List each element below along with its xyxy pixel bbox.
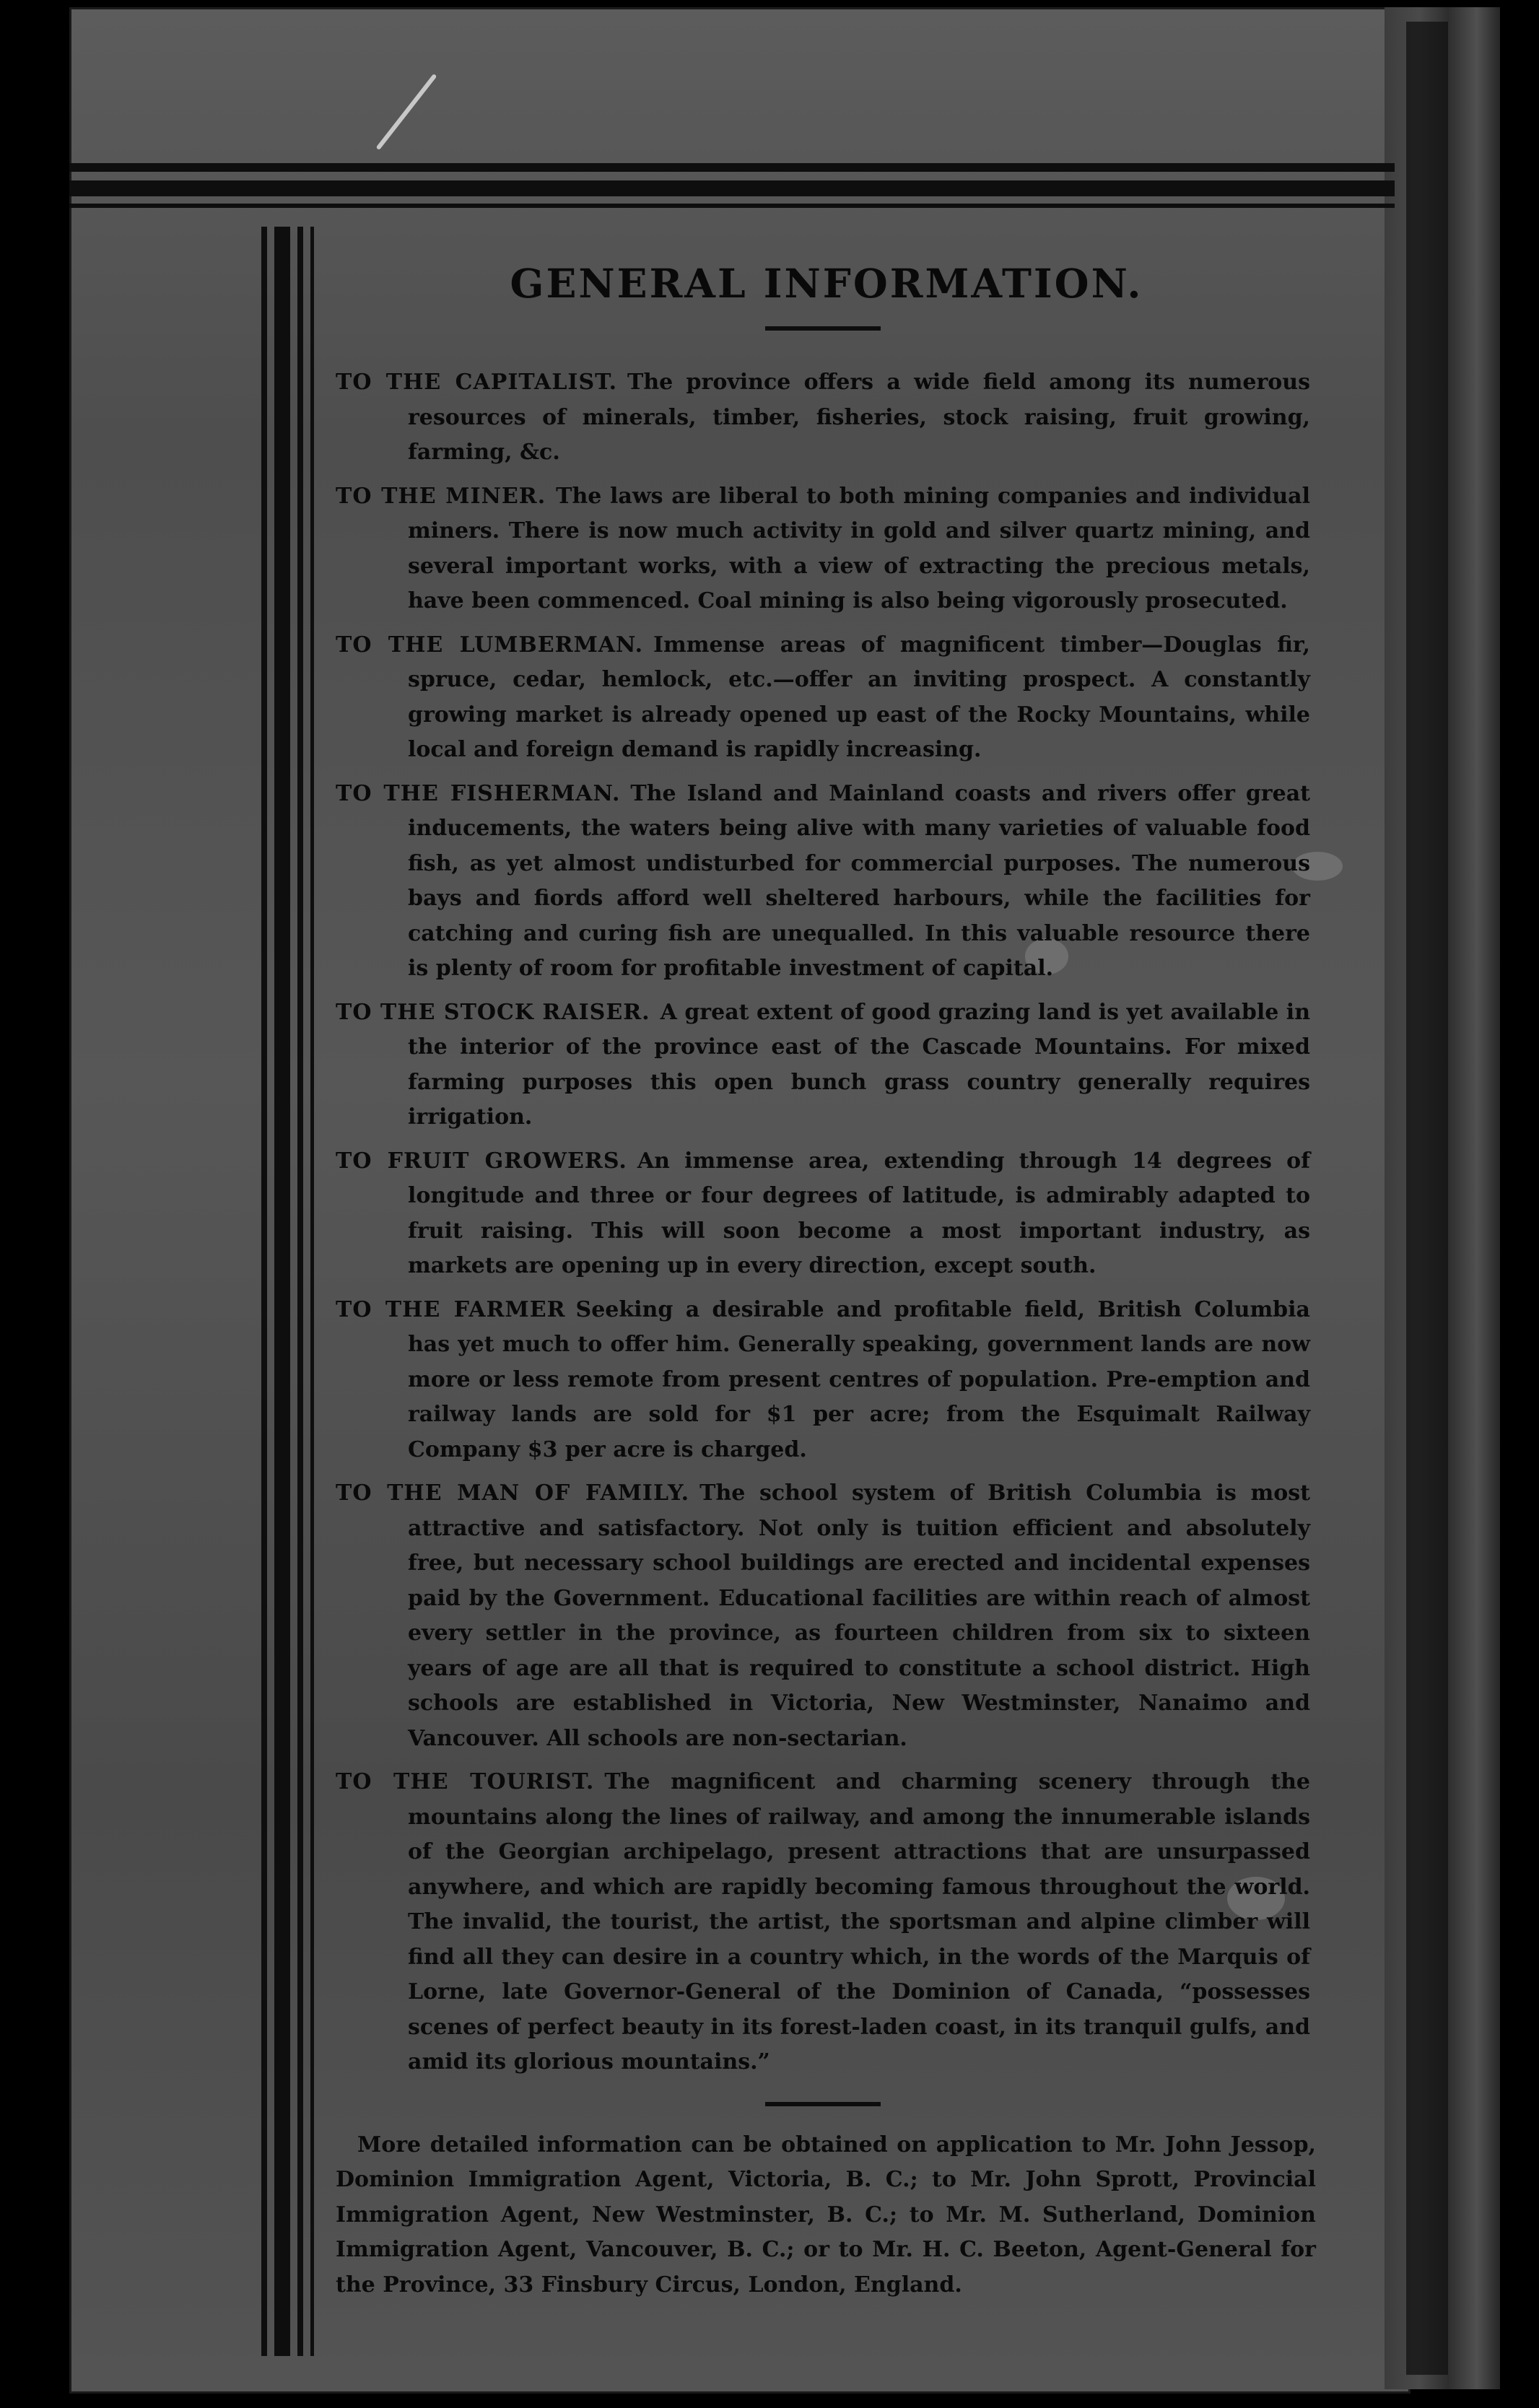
top-border-rule — [69, 163, 1395, 172]
title-rule — [765, 326, 881, 331]
section-miner — [336, 479, 1310, 619]
section-body: The school system of British Columbia is most attractive and satisfactory. Not only is tuition efficient and absolutely free, but necessary school buildings are erected and incidental expenses paid by the Government. Educational facilities are within reach of almost every settler in the province, as fourteen children from six to sixteen years of age are all that is required to constitute a school district. High schools are established in Victoria, New Westminster, Nanaimo and Vancouver. All schools are non-sectarian. — [408, 1480, 1310, 1751]
section-body: Immense areas of magnificent timber—Douglas fir, spruce, cedar, hemlock, etc.—offer an inviting prospect. A constantly growing market is already opened up east of the Rocky Mountains, while local and foreign demand is rapidly increasing. — [408, 632, 1310, 762]
left-border-rule — [274, 227, 290, 2356]
section-heading: TO THE MINER. — [336, 483, 546, 509]
left-border-rule — [310, 227, 314, 2356]
section-divider — [765, 2102, 881, 2106]
section-heading: TO THE FISHERMAN. — [336, 780, 621, 806]
section-farmer — [336, 1293, 1310, 1468]
section-body: Seeking a desirable and profitable field, British Columbia has yet much to offer him. Generally speaking, government lands are now more or less remote from present centres of population. Pre-emption and railway lands are sold for $1 per acre; from the Esquimalt Railway Company $3 per acre is charged. — [408, 1296, 1310, 1462]
contact-footnote: More detailed information can be obtained on application to Mr. John Jessop, Dominion Immigration Agent, Victoria, B. C.; to Mr. John Sprott, Provincial Immigration Agent, New Westminster, B. C.; to Mr. M. Sutherland, Dominion Immigration Agent, Vancouver, B. C.; or to Mr. H. C. Beeton, Agent-General for the Province, 33 Finsbury Circus, London, England. — [336, 2132, 1316, 2298]
top-border-rule — [69, 180, 1395, 196]
section-heading: TO THE STOCK RAISER. — [336, 999, 650, 1025]
section-stock-raiser — [336, 995, 1310, 1135]
page-title: GENERAL INFORMATION. — [510, 260, 1143, 307]
binding-shadow — [1406, 22, 1448, 2375]
section-heading: TO THE MAN OF FAMILY. — [336, 1480, 690, 1506]
section-body: The province offers a wide field among its numerous resources of minerals, timber, fisheries, stock raising, fruit growing, farming, &c. — [408, 370, 1310, 465]
section-heading: TO THE FARMER — [336, 1296, 566, 1322]
document-body — [336, 260, 1316, 2303]
left-border-rule — [261, 227, 267, 2356]
section-heading: TO FRUIT GROWERS. — [336, 1148, 627, 1174]
top-border-rule — [69, 204, 1395, 208]
section-body: The magnificent and charming scenery through the mountains along the lines of railway, and among the innumerable islands of the Georgian archipelago, present attractions that are unsurpassed anywhere, and which are rapidly becoming famous throughout the world. The invalid, the tourist, the artist, the sportsman and alpine climber will find all they can desire in a country which, in the words of the Marquis of Lorne, late Governor-General of the Dominion of Canada, “possesses scenes of perfect beauty in its forest-laden coast, in its tranquil gulfs, and amid its glorious mountains.” — [408, 1769, 1310, 2075]
section-heading: TO THE TOURIST. — [336, 1769, 595, 1794]
section-body: A great extent of good grazing land is yet available in the interior of the province east of the Cascade Mountains. For mixed farming purposes this open bunch grass country generally requires irrigation. — [408, 999, 1311, 1130]
section-capitalist — [336, 365, 1310, 471]
section-lumberman — [336, 628, 1310, 768]
section-body: An immense area, extending through 14 degrees of longitude and three or four degrees of latitude, is admirably adapted to fruit raising. This will soon become a most important industry, as markets are opening up in every direction, except south. — [408, 1148, 1310, 1278]
left-border-rule — [297, 227, 303, 2356]
section-body: The Island and Mainland coasts and rivers offer great inducements, the waters being alive with many varieties of valuable food fish, as yet almost undisturbed for commercial purposes. The numerous bays and fiords afford well sheltered harbours, while the facilities for catching and curing fish are unequalled. In this valuable resource there is plenty of room for profitable investment of capital. — [408, 780, 1310, 981]
section-heading: TO THE CAPITALIST. — [336, 370, 618, 395]
section-fisherman — [336, 777, 1310, 987]
section-man-of-family — [336, 1476, 1310, 1756]
section-tourist — [336, 1765, 1310, 2080]
section-body: The laws are liberal to both mining companies and individual miners. There is now much activity in gold and silver quartz mining, and several important works, with a view of extracting the precious metals, have been commenced. Coal mining is also being vigorously prosecuted. — [408, 483, 1310, 614]
section-fruit-growers — [336, 1144, 1310, 1284]
section-heading: TO THE LUMBERMAN. — [336, 632, 644, 658]
